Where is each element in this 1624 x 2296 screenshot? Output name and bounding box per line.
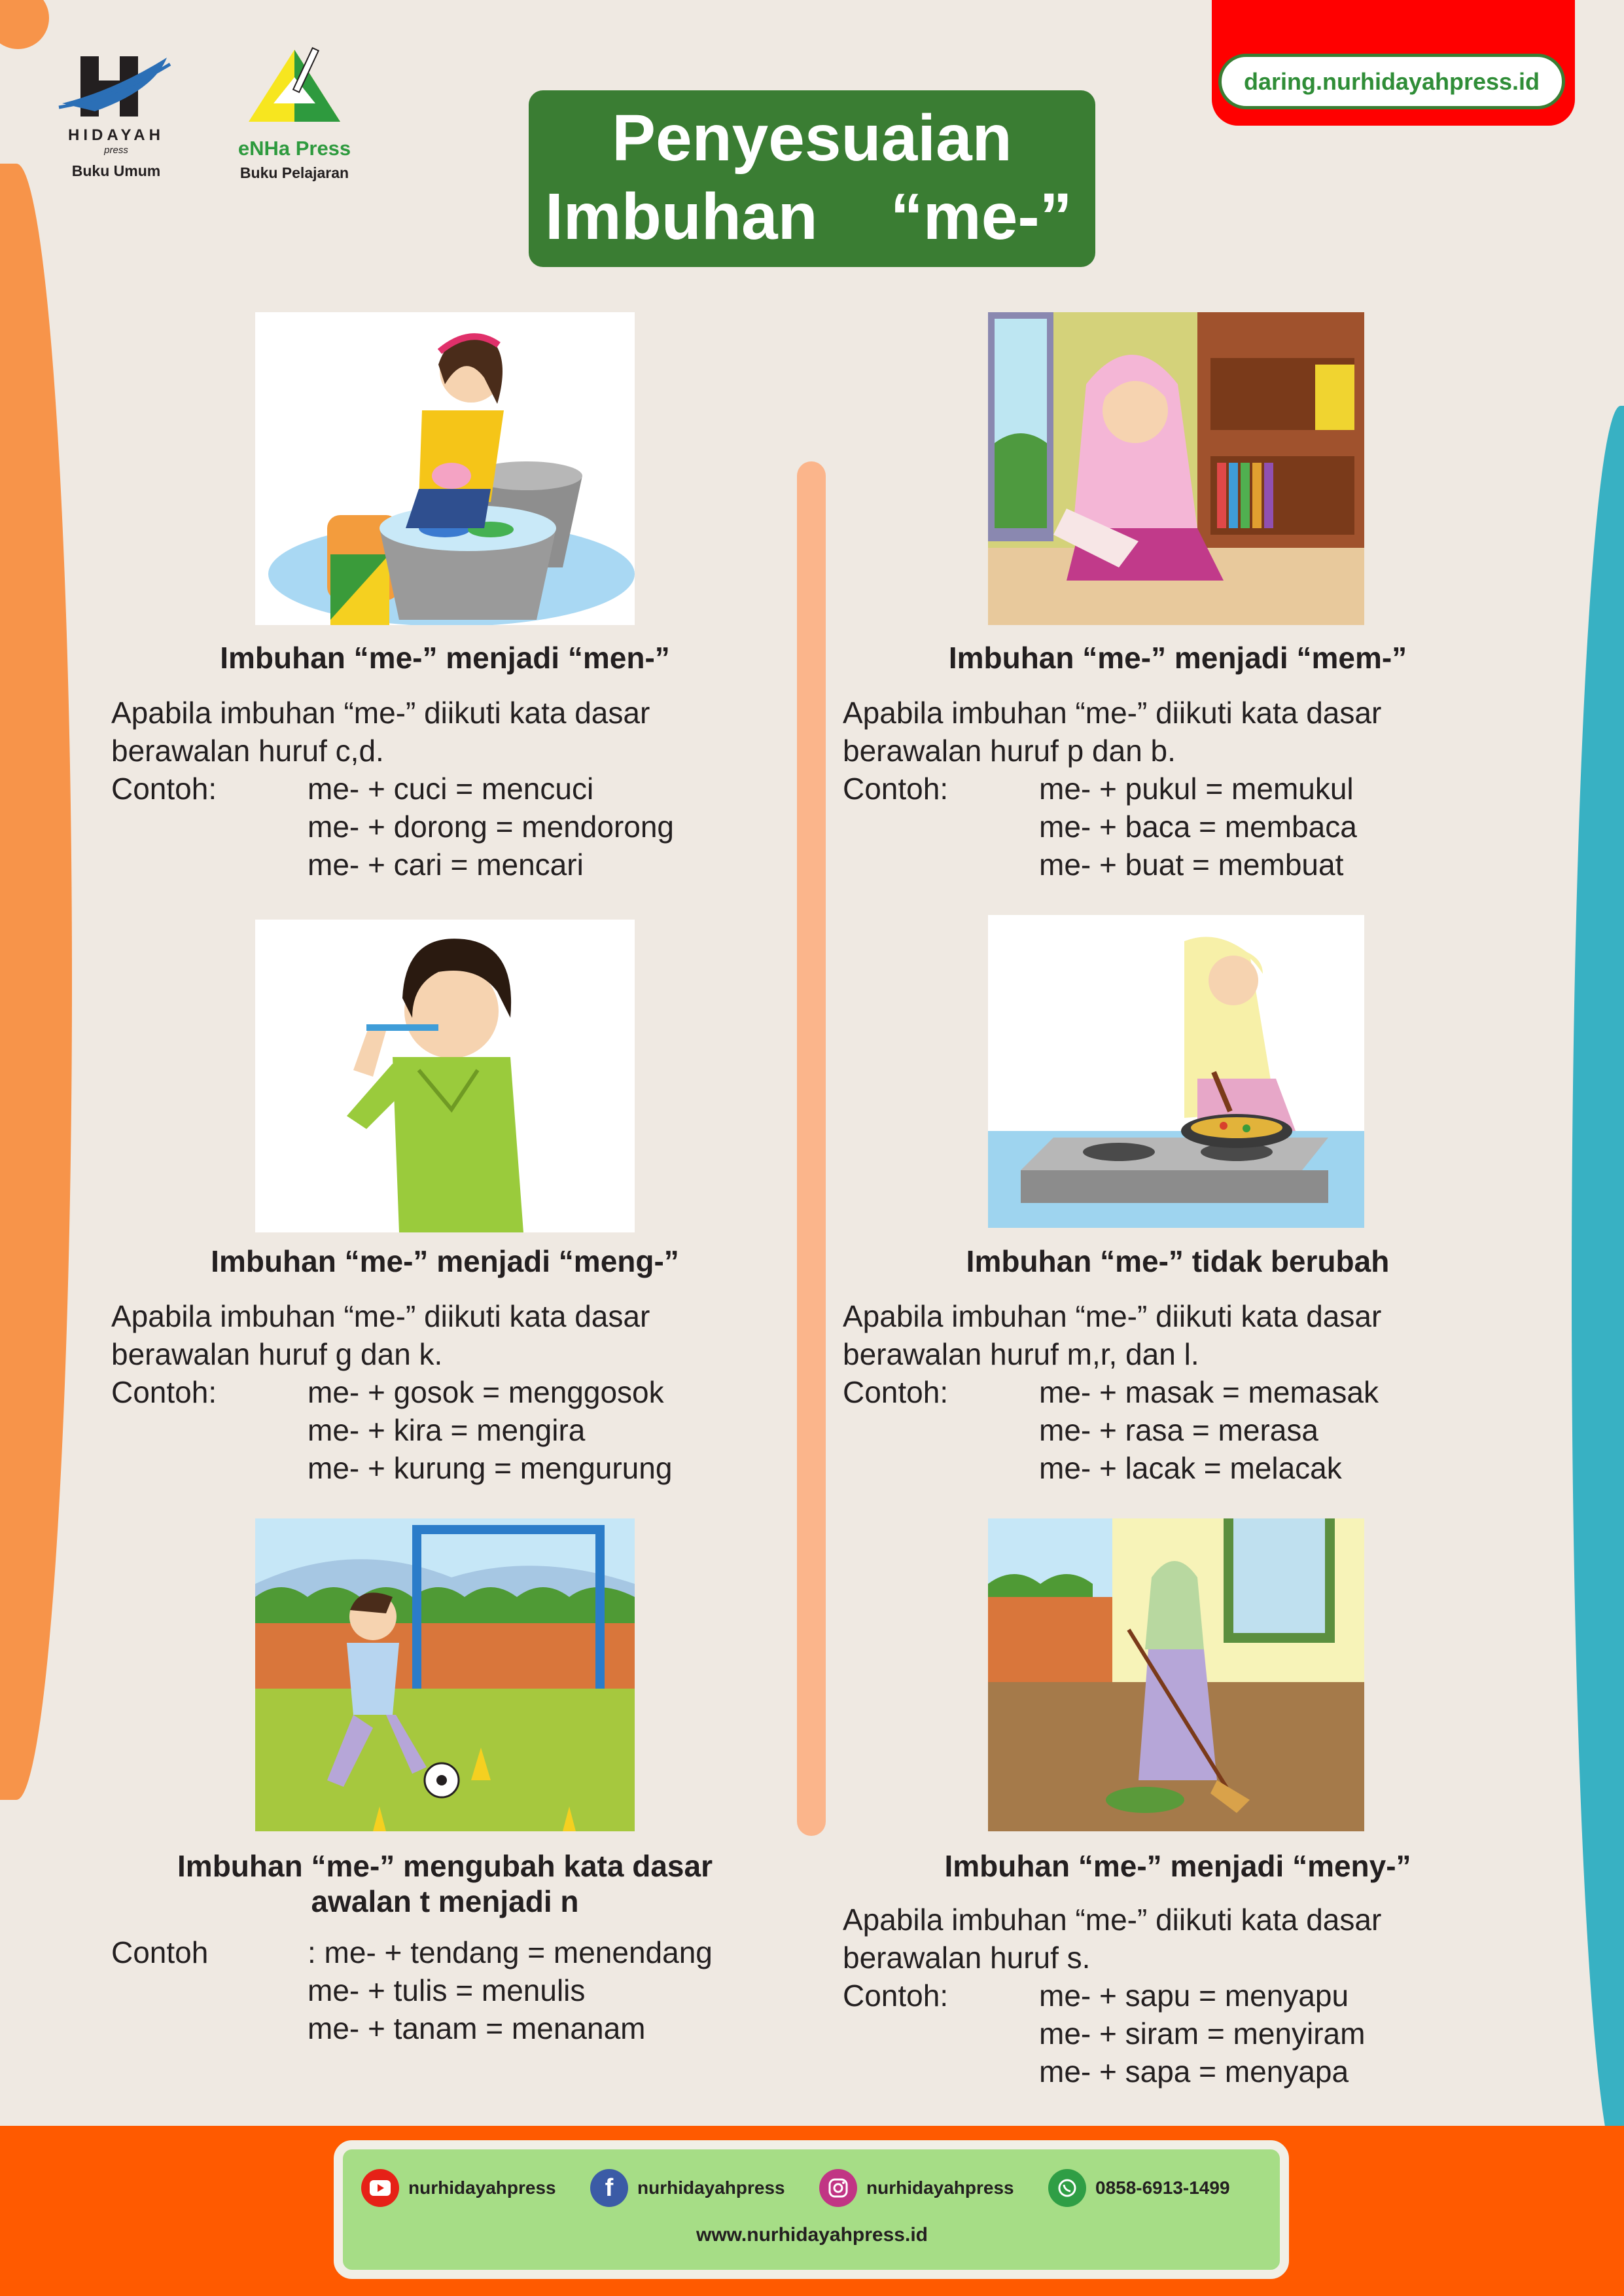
section-heading-mem: Imbuhan “me-” menjadi “mem-” (948, 641, 1407, 675)
heading-line: Imbuhan “me-” mengubah kata dasar (177, 1849, 713, 1883)
illustration-sweeping (988, 1518, 1364, 1831)
section-heading-tidak-berubah: Imbuhan “me-” tidak berubah (966, 1244, 1390, 1278)
footer-card (334, 2140, 1289, 2279)
example-line: me- + siram = menyiram (1039, 2017, 1366, 2051)
footer-website-link[interactable]: www.nurhidayahpress.id (696, 2224, 928, 2246)
youtube-link[interactable] (361, 2169, 556, 2207)
example-line: me- + buat = membuat (1039, 848, 1344, 882)
top-decorative-dot (0, 0, 49, 49)
section-desc-tidak-berubah (843, 1297, 1471, 1373)
example-label: Contoh: (843, 772, 949, 806)
page-title-line2: Imbuhan “me-” (545, 180, 1072, 253)
desc-line: berawalan huruf p dan b. (843, 734, 1176, 768)
hidayah-brand-name: HIDAYAH (68, 126, 164, 144)
desc-line: berawalan huruf c,d. (111, 734, 384, 768)
example-line: me- + baca = membaca (1039, 810, 1357, 844)
hidayah-logo (56, 45, 177, 180)
instagram-icon (819, 2169, 857, 2207)
example-line: me- + sapu = menyapu (1039, 1979, 1349, 2013)
instagram-handle: nurhidayahpress (866, 2178, 1014, 2198)
page-title-line1: Penyesuaian (612, 101, 1012, 175)
instagram-link[interactable] (819, 2169, 1014, 2207)
section-heading-t-to-n (131, 1848, 759, 1919)
example-line: me- + sapa = menyapa (1039, 2054, 1349, 2089)
desc-line: Apabila imbuhan “me-” diikuti kata dasar (843, 1299, 1382, 1333)
hidayah-brand-sub: press (104, 145, 128, 156)
example-line: me- + kurung = mengurung (308, 1451, 673, 1485)
column-divider (797, 461, 826, 1836)
section-desc-meny (843, 1901, 1471, 1977)
section-desc-meng (111, 1297, 739, 1373)
example-line: me- + kira = mengira (308, 1413, 586, 1447)
illustration-reading-book (988, 312, 1364, 625)
example-line: me- + tanam = menanam (308, 2011, 646, 2045)
example-line: me- + cari = mencari (308, 848, 584, 882)
example-list-meny (1039, 1977, 1365, 2090)
title-banner (529, 90, 1095, 267)
example-label: Contoh (111, 1935, 209, 1969)
example-list-t-to-n (308, 1933, 713, 2047)
example-line: me- + lacak = melacak (1039, 1451, 1342, 1485)
desc-line: berawalan huruf g dan k. (111, 1337, 443, 1371)
example-label: Contoh: (111, 1375, 217, 1409)
heading-line: awalan t menjadi n (311, 1884, 579, 1918)
example-list-men (308, 770, 674, 884)
whatsapp-number: 0858-6913-1499 (1095, 2178, 1230, 2198)
youtube-icon (361, 2169, 399, 2207)
facebook-icon: f (590, 2169, 628, 2207)
enha-brand-name: eNHa Press (238, 137, 351, 160)
section-desc-mem (843, 694, 1471, 770)
right-decorative-arc (1572, 406, 1624, 2173)
whatsapp-icon (1048, 2169, 1086, 2207)
enha-logo-mark (242, 45, 347, 130)
example-line: me- + pukul = memukul (1039, 772, 1354, 806)
illustration-washing-clothes (255, 312, 635, 625)
example-line: me- + gosok = menggosok (308, 1375, 664, 1409)
facebook-handle: nurhidayahpress (637, 2178, 785, 2198)
desc-line: berawalan huruf m,r, dan l. (843, 1337, 1199, 1371)
example-label: Contoh: (843, 1979, 949, 2013)
section-desc-men (111, 694, 739, 770)
section-heading-men: Imbuhan “me-” menjadi “men-” (220, 641, 670, 675)
desc-line: Apabila imbuhan “me-” diikuti kata dasar (843, 1903, 1382, 1937)
section-heading-meny: Imbuhan “me-” menjadi “meny-” (944, 1849, 1411, 1883)
desc-line: Apabila imbuhan “me-” diikuti kata dasar (111, 696, 650, 730)
left-decorative-arc (0, 164, 72, 1800)
example-line: me- + cuci = mencuci (308, 772, 594, 806)
desc-line: Apabila imbuhan “me-” diikuti kata dasar (111, 1299, 650, 1333)
example-line: me- + dorong = mendorong (308, 810, 675, 844)
example-label: Contoh: (843, 1375, 949, 1409)
website-link[interactable]: daring.nurhidayahpress.id (1218, 54, 1565, 109)
example-line: me- + tulis = menulis (308, 1973, 586, 2007)
hidayah-logo-mark (56, 45, 177, 123)
desc-line: berawalan huruf s. (843, 1941, 1091, 1975)
youtube-handle: nurhidayahpress (408, 2178, 556, 2198)
enha-caption: Buku Pelajaran (239, 164, 349, 181)
facebook-link[interactable] (590, 2169, 785, 2207)
example-list-meng (308, 1373, 672, 1487)
example-line: me- + masak = memasak (1039, 1375, 1379, 1409)
section-heading-meng: Imbuhan “me-” menjadi “meng-” (211, 1244, 679, 1278)
example-list-mem (1039, 770, 1357, 884)
example-list-tidak-berubah (1039, 1373, 1379, 1487)
illustration-brushing-teeth (255, 920, 635, 1232)
example-line: me- + rasa = merasa (1039, 1413, 1318, 1447)
hidayah-caption: Buku Umum (71, 162, 161, 179)
illustration-playing-football (255, 1518, 635, 1831)
illustration-cooking (988, 915, 1364, 1228)
example-label: Contoh: (111, 772, 217, 806)
whatsapp-link[interactable] (1048, 2169, 1230, 2207)
enha-logo (229, 45, 360, 182)
example-line: : me- + tendang = menendang (308, 1935, 713, 1969)
desc-line: Apabila imbuhan “me-” diikuti kata dasar (843, 696, 1382, 730)
